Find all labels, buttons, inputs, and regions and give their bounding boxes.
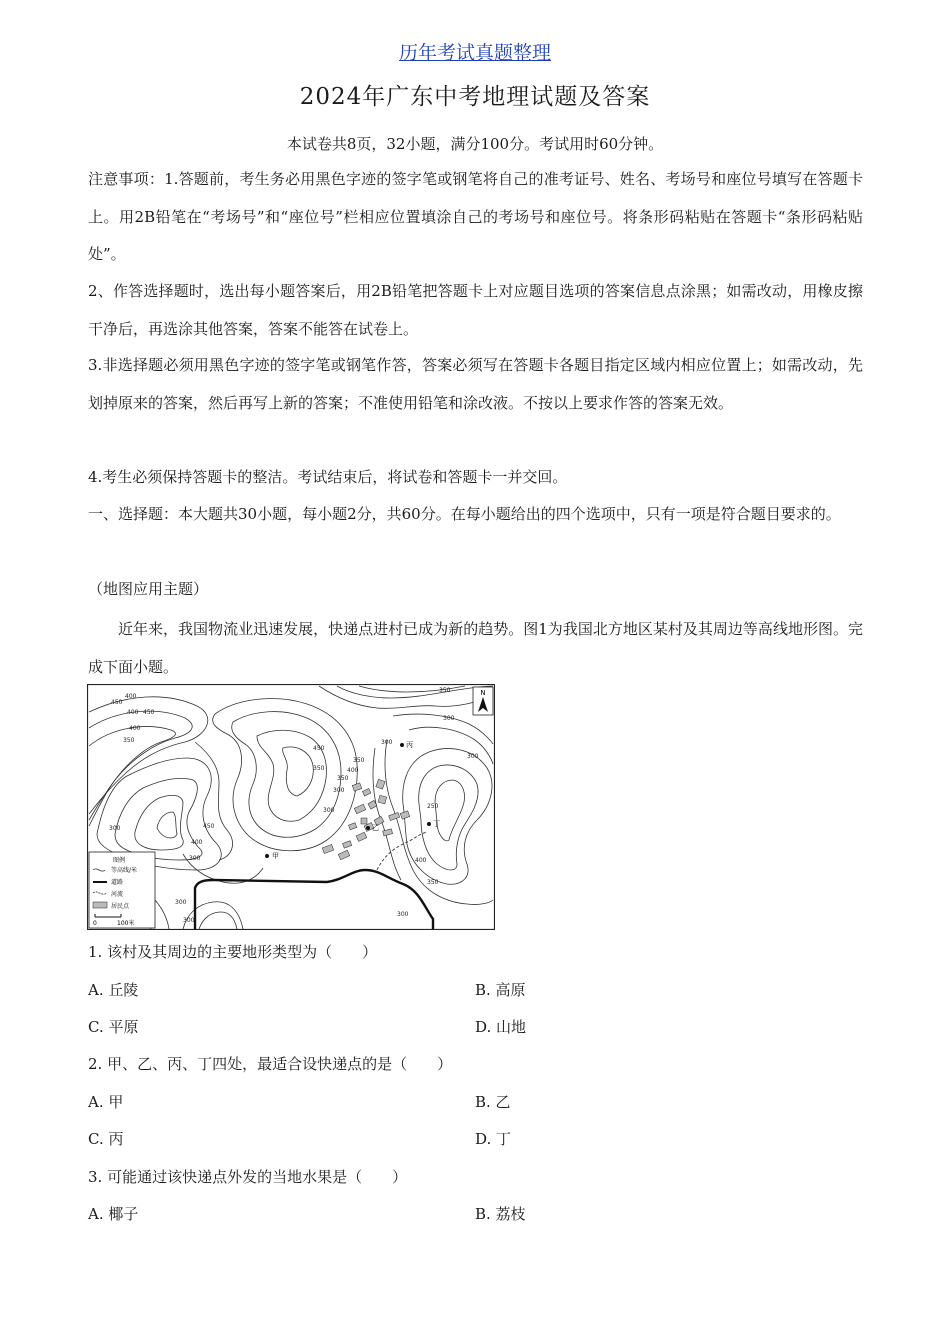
question-1-stem: 1. 该村及其周边的主要地形类型为（ ）: [88, 943, 378, 961]
page-title: 2024年广东中考地理试题及答案: [299, 84, 651, 110]
section-heading: 一、选择题：本大题共30小题，每小题2分，共60分。在每小题给出的四个选项中，只有一项是符合题目要求的。: [88, 505, 841, 523]
q2-option-b: B. 乙: [475, 1093, 511, 1111]
svg-text:道路: 道路: [111, 879, 124, 886]
svg-text:居民点: 居民点: [111, 903, 130, 910]
svg-text:300: 300: [443, 715, 455, 722]
svg-text:等高线/米: 等高线/米: [111, 867, 138, 874]
svg-text:350: 350: [337, 775, 349, 782]
svg-text:0: 0: [93, 920, 97, 927]
svg-text:400: 400: [129, 725, 141, 732]
map-legend: [89, 852, 155, 928]
svg-text:300: 300: [175, 899, 187, 906]
svg-text:300: 300: [381, 739, 393, 746]
point-yi: 乙: [372, 824, 379, 832]
q1-option-c: C. 平原: [88, 1018, 139, 1036]
svg-text:350: 350: [353, 757, 365, 764]
point-ding: 丁: [433, 820, 440, 828]
svg-text:350: 350: [439, 687, 451, 694]
svg-text:图例: 图例: [113, 857, 126, 864]
header-link[interactable]: 历年考试真题整理: [398, 42, 551, 64]
svg-text:450: 450: [203, 823, 215, 830]
notice-2: 2、作答选择题时，选出每小题答案后，用2B铅笔把答题卡上对应题目选项的答案信息点涂黑；如需改动，用橡皮擦干净后，再选涂其他答案，答案不能答在试卷上。: [88, 282, 863, 338]
point-bing: 丙: [406, 741, 413, 749]
svg-text:350: 350: [313, 765, 325, 772]
svg-text:450: 450: [111, 699, 123, 706]
svg-text:300: 300: [183, 917, 195, 924]
svg-text:250: 250: [427, 803, 439, 810]
intro-text: 近年来，我国物流业迅速发展，快递点进村已成为新的趋势。图1为我国北方地区某村及其周边等高线地形图。完成下面小题。: [88, 620, 863, 676]
question-3-stem: 3. 可能通过该快递点外发的当地水果是（ ）: [88, 1168, 408, 1186]
svg-text:400: 400: [347, 767, 359, 774]
svg-text:100米: 100米: [117, 920, 135, 927]
svg-text:300: 300: [189, 855, 201, 862]
question-2-stem: 2. 甲、乙、丙、丁四处，最适合设快递点的是（ ）: [88, 1055, 453, 1073]
svg-text:300: 300: [467, 753, 479, 760]
contour-map: [87, 684, 495, 930]
svg-text:350: 350: [427, 879, 439, 886]
notice-4: 4.考生必须保持答题卡的整洁。考试结束后，将试卷和答题卡一并交回。: [88, 468, 568, 486]
q2-option-a: A. 甲: [88, 1093, 124, 1111]
svg-text:450: 450: [313, 745, 325, 752]
svg-text:河流: 河流: [111, 891, 124, 898]
svg-text:300: 300: [333, 787, 345, 794]
q3-option-b: B. 荔枝: [475, 1205, 526, 1223]
svg-text:400: 400: [415, 857, 427, 864]
point-jia: 甲: [272, 852, 279, 860]
q2-option-d: D. 丁: [475, 1130, 512, 1148]
north-label: N: [480, 689, 486, 697]
svg-text:350: 350: [123, 737, 135, 744]
q3-option-a: A. 椰子: [88, 1205, 139, 1223]
notice-3: 3.非选择题必须用黑色字迹的签字笔或钢笔作答，答案必须写在答题卡各题目指定区域内相应位置上；如需改动，先划掉原来的答案，然后再写上新的答案；不准使用铅笔和涂改液。不按以上要求作答的答案无效。: [88, 356, 863, 412]
svg-text:400: 400: [191, 839, 203, 846]
q1-option-d: D. 山地: [475, 1018, 527, 1036]
svg-text:400: 400: [127, 709, 139, 716]
svg-text:300: 300: [323, 807, 335, 814]
q2-option-c: C. 丙: [88, 1130, 124, 1148]
svg-text:450: 450: [143, 709, 155, 716]
svg-text:400: 400: [125, 693, 137, 700]
notice-1: 注意事项：1.答题前，考生务必用黑色字迹的签字笔或钢笔将自己的准考证号、姓名、考场号和座位号填写在答题卡上。用2B铅笔在“考场号”和“座位号”栏相应位置填涂自己的考场号和座位号。将条形码粘贴在答题卡“条形码粘贴处”。: [88, 170, 863, 263]
exam-info: 本试卷共8页，32小题，满分100分。考试用时60分钟。: [286, 135, 664, 153]
svg-text:300: 300: [109, 825, 121, 832]
svg-text:300: 300: [397, 911, 409, 918]
theme-label: （地图应用主题）: [88, 580, 209, 598]
q1-option-a: A. 丘陵: [88, 981, 139, 999]
q1-option-b: B. 高原: [475, 981, 526, 999]
